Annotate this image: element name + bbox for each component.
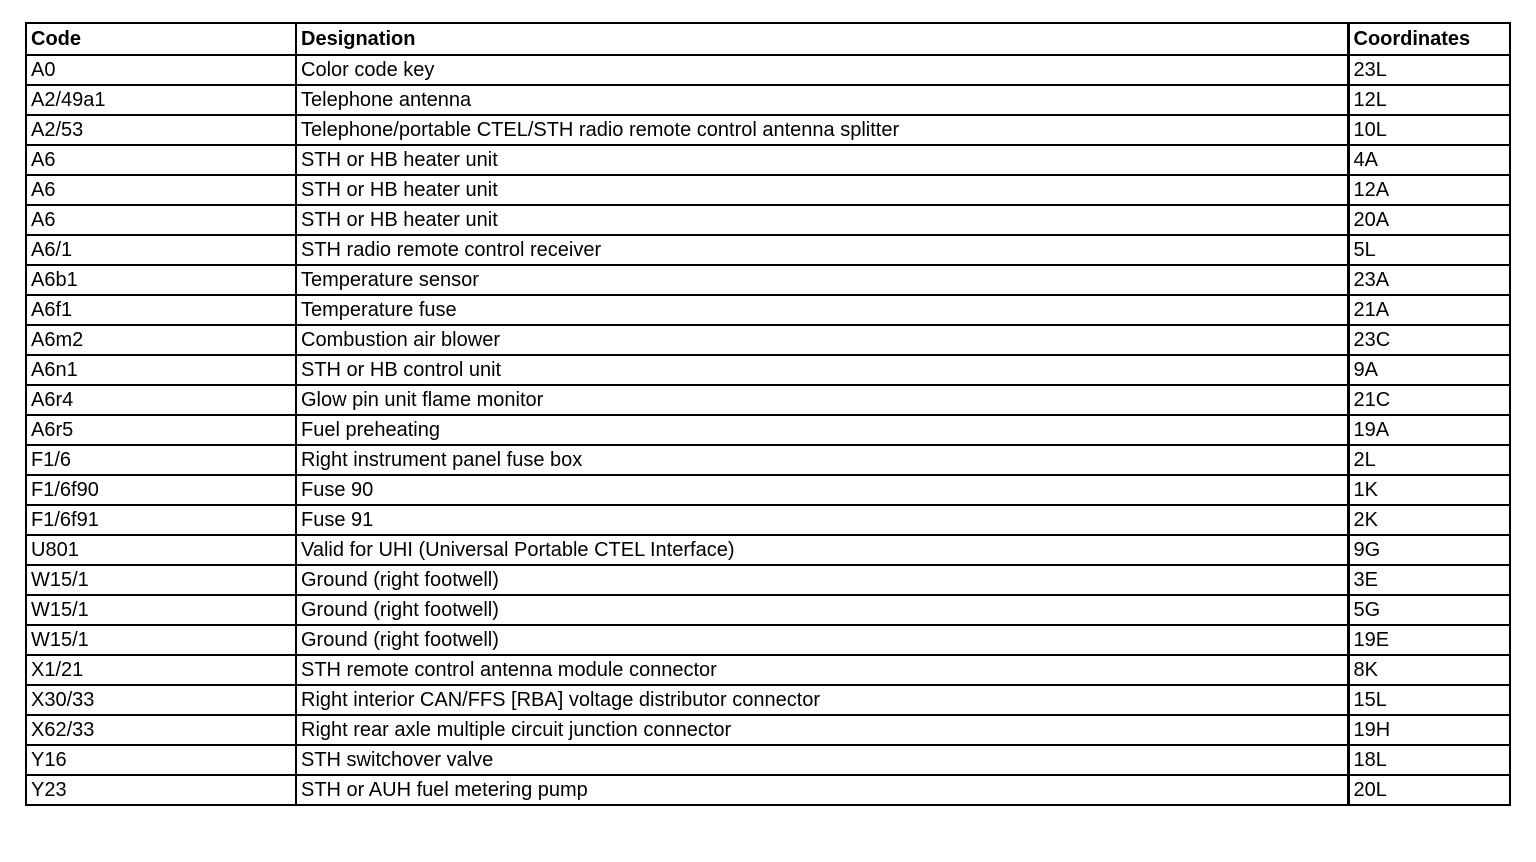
table-row [26, 385, 1510, 415]
coordinates-cell: 21C [1348, 385, 1510, 415]
coordinates-cell: 15L [1348, 685, 1510, 715]
component-legend-table [25, 22, 1511, 806]
coordinates-cell: 19A [1348, 415, 1510, 445]
code-cell: Y16 [26, 745, 296, 775]
coordinates-cell: 5G [1348, 595, 1510, 625]
coordinates-cell: 9G [1348, 535, 1510, 565]
designation-cell: STH switchover valve [296, 745, 1348, 775]
coordinates-cell: 23C [1348, 325, 1510, 355]
coordinates-cell: 23A [1348, 265, 1510, 295]
column-header-code: Code [26, 23, 296, 55]
table-row [26, 235, 1510, 265]
header-row [26, 23, 1510, 55]
table-row [26, 445, 1510, 475]
coordinates-cell: 12L [1348, 85, 1510, 115]
designation-cell: STH remote control antenna module connector [296, 655, 1348, 685]
designation-cell: Combustion air blower [296, 325, 1348, 355]
table-row [26, 715, 1510, 745]
table-row [26, 175, 1510, 205]
designation-cell: Ground (right footwell) [296, 595, 1348, 625]
code-cell: W15/1 [26, 595, 296, 625]
table-row [26, 745, 1510, 775]
code-cell: Y23 [26, 775, 296, 805]
table-body [26, 55, 1510, 805]
designation-cell: STH or HB heater unit [296, 205, 1348, 235]
code-cell: A6b1 [26, 265, 296, 295]
coordinates-cell: 20A [1348, 205, 1510, 235]
code-cell: A2/53 [26, 115, 296, 145]
code-cell: F1/6 [26, 445, 296, 475]
code-cell: A6r4 [26, 385, 296, 415]
coordinates-cell: 19E [1348, 625, 1510, 655]
table-row [26, 655, 1510, 685]
designation-cell: Telephone/portable CTEL/STH radio remote control antenna splitter [296, 115, 1348, 145]
code-cell: A0 [26, 55, 296, 85]
code-cell: A6f1 [26, 295, 296, 325]
designation-cell: Ground (right footwell) [296, 625, 1348, 655]
coordinates-cell: 21A [1348, 295, 1510, 325]
table-row [26, 625, 1510, 655]
designation-cell: STH or AUH fuel metering pump [296, 775, 1348, 805]
code-cell: A2/49a1 [26, 85, 296, 115]
designation-cell: Fuel preheating [296, 415, 1348, 445]
designation-cell: Temperature sensor [296, 265, 1348, 295]
coordinates-cell: 1K [1348, 475, 1510, 505]
code-cell: U801 [26, 535, 296, 565]
designation-cell: STH or HB heater unit [296, 145, 1348, 175]
table-row [26, 535, 1510, 565]
designation-cell: Fuse 91 [296, 505, 1348, 535]
designation-cell: STH or HB heater unit [296, 175, 1348, 205]
code-cell: A6/1 [26, 235, 296, 265]
table-row [26, 685, 1510, 715]
designation-cell: Temperature fuse [296, 295, 1348, 325]
code-cell: A6 [26, 175, 296, 205]
coordinates-cell: 9A [1348, 355, 1510, 385]
code-cell: F1/6f90 [26, 475, 296, 505]
table-row [26, 85, 1510, 115]
table-row [26, 595, 1510, 625]
coordinates-cell: 4A [1348, 145, 1510, 175]
table-row [26, 355, 1510, 385]
coordinates-cell: 5L [1348, 235, 1510, 265]
coordinates-cell: 2L [1348, 445, 1510, 475]
table-row [26, 415, 1510, 445]
code-cell: X30/33 [26, 685, 296, 715]
code-cell: A6 [26, 145, 296, 175]
table-row [26, 325, 1510, 355]
table-row [26, 115, 1510, 145]
table-row [26, 475, 1510, 505]
coordinates-cell: 8K [1348, 655, 1510, 685]
code-cell: W15/1 [26, 625, 296, 655]
designation-cell: STH or HB control unit [296, 355, 1348, 385]
coordinates-cell: 3E [1348, 565, 1510, 595]
designation-cell: Valid for UHI (Universal Portable CTEL Interface) [296, 535, 1348, 565]
coordinates-cell: 20L [1348, 775, 1510, 805]
code-cell: A6r5 [26, 415, 296, 445]
code-cell: W15/1 [26, 565, 296, 595]
code-cell: X1/21 [26, 655, 296, 685]
designation-cell: STH radio remote control receiver [296, 235, 1348, 265]
code-cell: A6n1 [26, 355, 296, 385]
table-header [26, 23, 1510, 55]
designation-cell: Ground (right footwell) [296, 565, 1348, 595]
coordinates-cell: 19H [1348, 715, 1510, 745]
coordinates-cell: 12A [1348, 175, 1510, 205]
column-header-coordinates: Coordinates [1348, 23, 1510, 55]
coordinates-cell: 10L [1348, 115, 1510, 145]
table-row [26, 565, 1510, 595]
coordinates-cell: 18L [1348, 745, 1510, 775]
designation-cell: Right rear axle multiple circuit junction connector [296, 715, 1348, 745]
designation-cell: Telephone antenna [296, 85, 1348, 115]
designation-cell: Color code key [296, 55, 1348, 85]
table-row [26, 295, 1510, 325]
table-row [26, 265, 1510, 295]
code-cell: F1/6f91 [26, 505, 296, 535]
table-row [26, 775, 1510, 805]
column-header-designation: Designation [296, 23, 1348, 55]
designation-cell: Glow pin unit flame monitor [296, 385, 1348, 415]
designation-cell: Fuse 90 [296, 475, 1348, 505]
table-row [26, 55, 1510, 85]
designation-cell: Right instrument panel fuse box [296, 445, 1348, 475]
coordinates-cell: 2K [1348, 505, 1510, 535]
coordinates-cell: 23L [1348, 55, 1510, 85]
code-cell: X62/33 [26, 715, 296, 745]
table-row [26, 505, 1510, 535]
code-cell: A6 [26, 205, 296, 235]
table-row [26, 205, 1510, 235]
designation-cell: Right interior CAN/FFS [RBA] voltage distributor connector [296, 685, 1348, 715]
code-cell: A6m2 [26, 325, 296, 355]
table-row [26, 145, 1510, 175]
